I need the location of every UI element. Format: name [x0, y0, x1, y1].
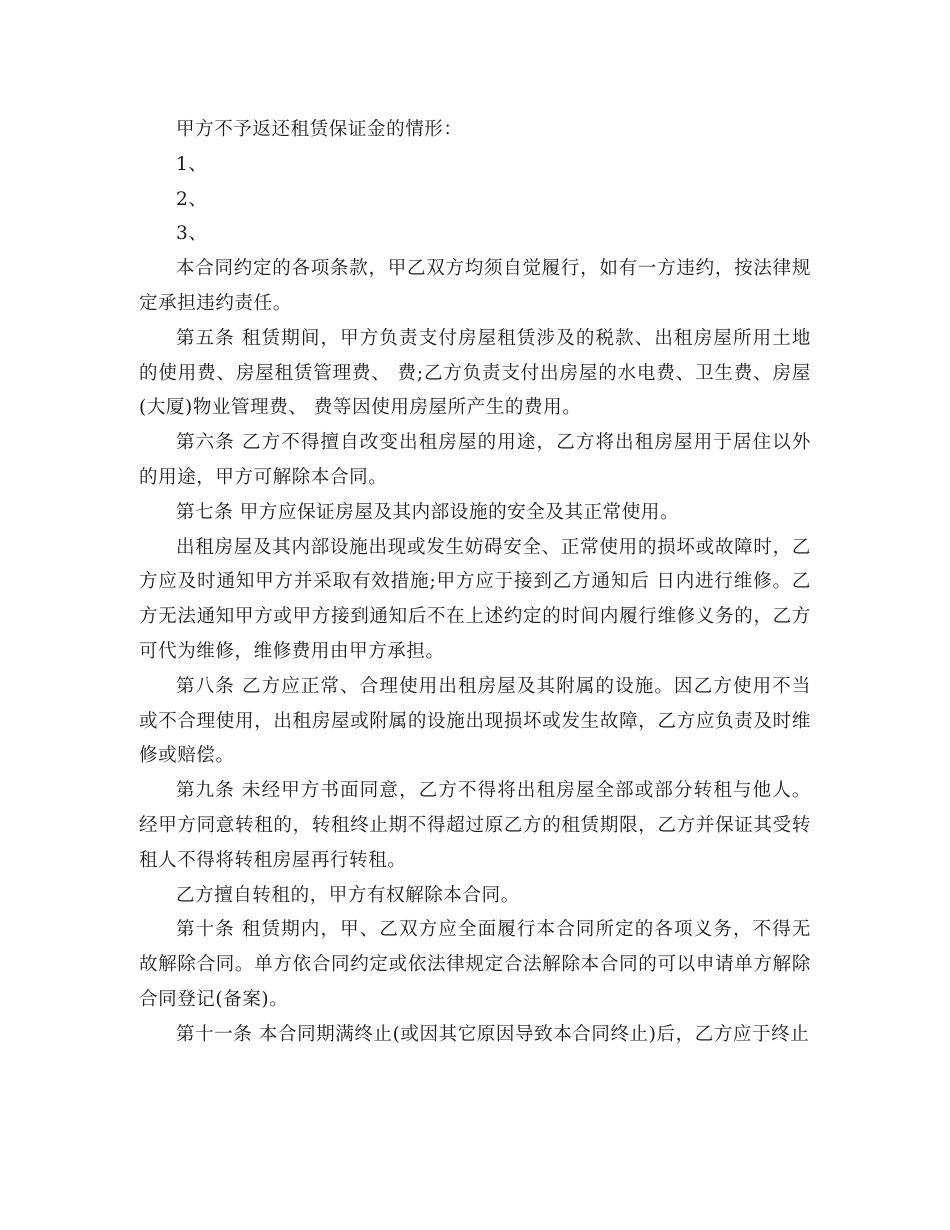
- paragraph-article-8: 第八条 乙方应正常、合理使用出租房屋及其附属的设施。因乙方使用不当或不合理使用，出租房屋或附属的设施出现损坏或发生故障，乙方应负责及时维修或赔偿。: [139, 675, 811, 767]
- paragraph-article-11: 第十一条 本合同期满终止(或因其它原因导致本合同终止)后，乙方应于终止: [176, 1023, 810, 1045]
- document-body: [139, 113, 811, 1053]
- paragraph-deposit-heading: 甲方不予返还租赁保证金的情形：: [176, 119, 463, 140]
- paragraph-article-7: 第七条 甲方应保证房屋及其内部设施的安全及其正常使用。: [176, 501, 680, 523]
- paragraph-repair-obligation: 出租房屋及其内部设施出现或发生妨碍安全、正常使用的损坏或故障时，乙方应及时通知甲方并采取有效措施;甲方应于接到乙方通知后 日内进行维修。乙方无法通知甲方或甲方接到通知后不在上述约定的时间内履行维修义务的，乙方可代为维修，维修费用由甲方承担。: [139, 536, 811, 662]
- paragraph-sublease-termination: 乙方擅自转租的，甲方有权解除本合同。: [176, 884, 520, 906]
- paragraph-article-10: 第十条 租赁期内，甲、乙双方应全面履行本合同所定的各项义务，不得无故解除合同。单方依合同约定或依法律规定合法解除本合同的可以申请单方解除合同登记(备案)。: [139, 919, 811, 1010]
- list-item-1: 1、: [176, 153, 208, 175]
- list-item-3: 3、: [176, 223, 208, 245]
- list-item-2: 2、: [176, 188, 208, 210]
- paragraph-article-6: 第六条 乙方不得擅自改变出租房屋的用途，乙方将出租房屋用于居住以外的用途，甲方可解除本合同。: [139, 432, 811, 488]
- paragraph-article-9: 第九条 未经甲方书面同意，乙方不得将出租房屋全部或部分转租与他人。经甲方同意转租的，转租终止期不得超过原乙方的租赁期限，乙方并保证其受转租人不得将转租房屋再行转租。: [139, 780, 811, 871]
- paragraph-breach-liability: 本合同约定的各项条款，甲乙双方均须自觉履行，如有一方违约，按法律规定承担违约责任。: [139, 258, 811, 314]
- paragraph-article-5: 第五条 租赁期间，甲方负责支付房屋租赁涉及的税款、出租房屋所用土地的使用费、房屋租赁管理费、 费;乙方负责支付出房屋的水电费、卫生费、房屋(大厦)物业管理费、 费等因使用房屋所产生的费用。: [139, 327, 811, 419]
